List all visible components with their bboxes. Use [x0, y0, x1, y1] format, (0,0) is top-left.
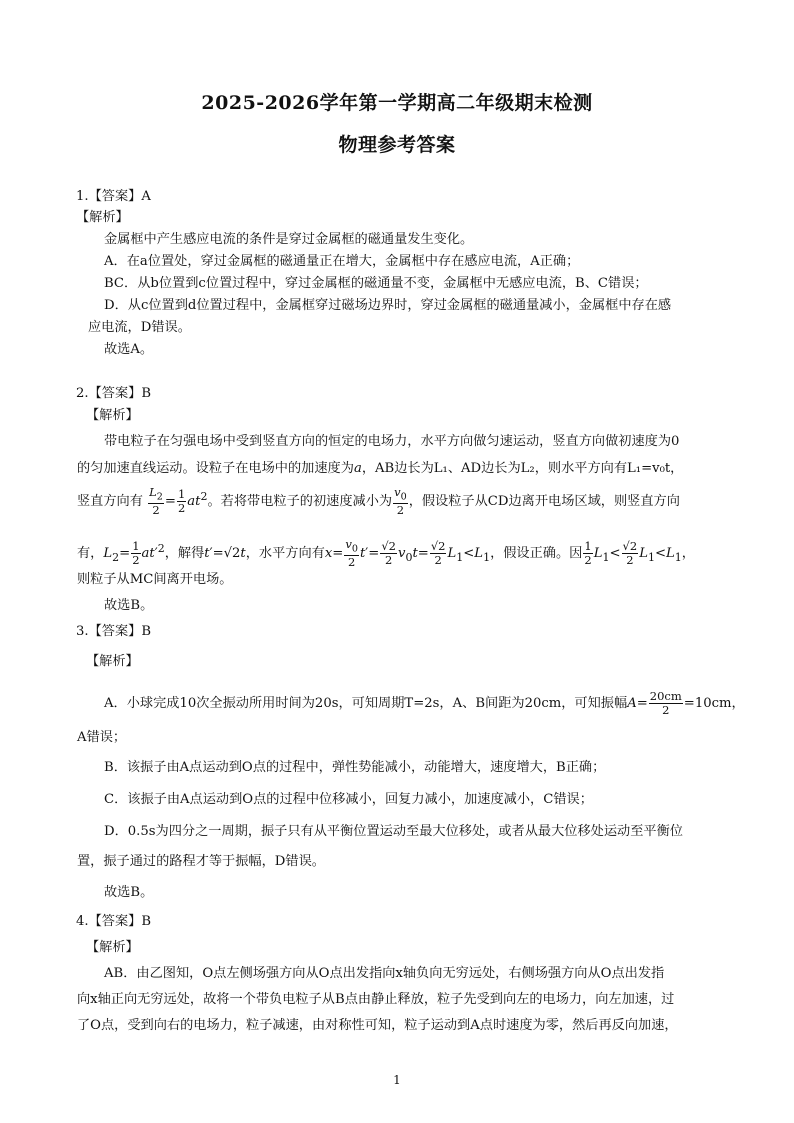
formula-fraction: $\frac{1}{2}$: [132, 539, 140, 568]
q1-line: BC．从b位置到c位置过程中，穿过金属框的磁通量不变，金属框中无感应电流，B、C错误；: [104, 276, 648, 291]
q1-answer: 1.【答案】A: [76, 189, 151, 204]
q3-answer: 3.【答案】B: [76, 624, 152, 639]
formula-fraction: $\frac{1}{2}$: [584, 539, 592, 568]
q3-text: =10cm，: [683, 696, 745, 711]
formula-fraction: $\frac{v_0}{2}$: [345, 537, 358, 570]
formula-fraction: [649, 690, 683, 717]
q4-line: 向x轴正向无穷远处，故将一个带负电粒子从B点由静止释放，粒子先受到向左的电场力，向左加速，过: [77, 992, 675, 1007]
q2-text: ，AB边长为L₁、AD边长为L₂，则水平方向有L₁=v₀t，: [361, 461, 684, 476]
amplitude-numerator: 20cm: [649, 689, 682, 703]
q4-answer: 4.【答案】B: [76, 914, 152, 929]
formula-fraction: $\frac{√2}{2}$: [381, 539, 396, 568]
q1-analysis-label: 【解析】: [76, 210, 129, 225]
formula-fraction: $\frac{v_0}{2}$: [394, 485, 407, 518]
q2-text: 的匀加速直线运动。设粒子在电场中的加速度为: [77, 461, 354, 476]
q2-text: 竖直方向有: [77, 494, 143, 510]
q2-line-3: 竖直方向有 $\frac{L_2}{2}$ = $\frac{1}{2}$ $at^2$。若将带电粒子的初速度减小为 $\frac{v_0}{2}$ ，假设粒子从CD边离开电场区域，则竖直方向: [77, 485, 680, 518]
q2-text: 。若将带电粒子的初速度减小为: [207, 494, 393, 510]
q3-line: D．0.5s为四分之一周期，振子只有从平衡位置运动至最大位移处，或者从最大位移处运动至平衡位: [104, 824, 683, 839]
formula-fraction: $\frac{1}{2}$: [177, 487, 186, 516]
page-subtitle: 物理参考答案: [338, 134, 456, 156]
q2-line-1: 带电粒子在匀强电场中受到竖直方向的恒定的电场力，水平方向做匀速运动，竖直方向做初速度为0: [104, 434, 680, 449]
q1-line: D．从c位置到d位置过程中，金属框穿过磁场边界时，穿过金属框的磁通量减小，金属框中存在感: [104, 298, 672, 313]
q2-line-4: 有，$L_2=$ $\frac{1}{2}$ $at'^2$，解得t′=√2t，水平方向有x= $\frac{v_0}{2}$ t′= $\frac{√2}{2}$ $v_0t=$ $\frac{√2}{2}$ $L_1<L_1$，假设正确。因 $\frac{1}{2}$ $L_1<$ $\frac{√2}{2}$ $L_1<L_1$，: [77, 537, 695, 570]
formula-fraction: $\frac{√2}{2}$: [430, 539, 446, 568]
q2-analysis-label: 【解析】: [86, 408, 139, 423]
q4-line: AB．由乙图知，O点左侧场强方向从O点出发指向x轴负向无穷远处，右侧场强方向从O点出发指: [104, 966, 665, 981]
q1-line: 金属框中产生感应电流的条件是穿过金属框的磁通量发生变化。: [104, 232, 474, 247]
q1-line: 应电流，D错误。: [88, 320, 191, 335]
q1-conclusion: 故选A。: [104, 342, 154, 357]
q2-text: ，假设正确。因: [490, 546, 583, 562]
q3-line: 置，振子通过的路程才等于振幅，D错误。: [77, 854, 325, 869]
q1-line: A．在a位置处，穿过金属框的磁通量正在增大，金属框中存在感应电流，A正确；: [104, 254, 580, 269]
page-title: 2025-2026学年第一学期高二年级期末检测: [201, 92, 593, 114]
q2-text: ，解得: [164, 546, 205, 562]
q2-text: 有，: [77, 546, 104, 562]
q3-text: A．小球完成10次全振动所用时间为20s，可知周期T=2s，A、B间距为20cm，可知振幅: [104, 696, 628, 711]
formula-fraction: $\frac{√2}{2}$: [622, 539, 638, 568]
q2-line-2: 的匀加速直线运动。设粒子在电场中的加速度为a，AB边长为L₁、AD边长为L₂，则水平方向有L₁=v₀t，: [77, 461, 684, 476]
amplitude-denominator: 2: [662, 703, 670, 717]
q3-line-a: A．小球完成10次全振动所用时间为20s，可知周期T=2s，A、B间距为20cm，可知振幅A= $\frac{20cm}{2}$ =10cm，: [104, 689, 745, 717]
q3-line: B．该振子由A点运动到O点的过程中，弹性势能减小，动能增大，速度增大，B正确；: [104, 760, 606, 775]
q3-line: A错误；: [77, 730, 127, 745]
q4-analysis-label: 【解析】: [86, 940, 139, 955]
q3-analysis-label: 【解析】: [86, 654, 139, 669]
formula-fraction: $\frac{L_2}{2}$: [149, 485, 163, 518]
q4-line: 了O点，受到向右的电场力，粒子减速，由对称性可知，粒子运动到A点时速度为零，然后再反向加速，: [77, 1018, 678, 1033]
q3-conclusion: 故选B。: [104, 885, 154, 900]
q2-text: ，假设粒子从CD边离开电场区域，则竖直方向: [408, 494, 680, 510]
q3-line: C．该振子由A点运动到O点的过程中位移减小，回复力减小，加速度减小，C错误；: [104, 792, 593, 807]
page-number: 1: [393, 1073, 401, 1087]
q2-conclusion: 故选B。: [104, 598, 154, 613]
q2-answer: 2.【答案】B: [76, 386, 152, 401]
q2-line-5: 则粒子从MC间离开电场。: [77, 572, 233, 587]
q2-text: ，水平方向有: [245, 546, 325, 562]
